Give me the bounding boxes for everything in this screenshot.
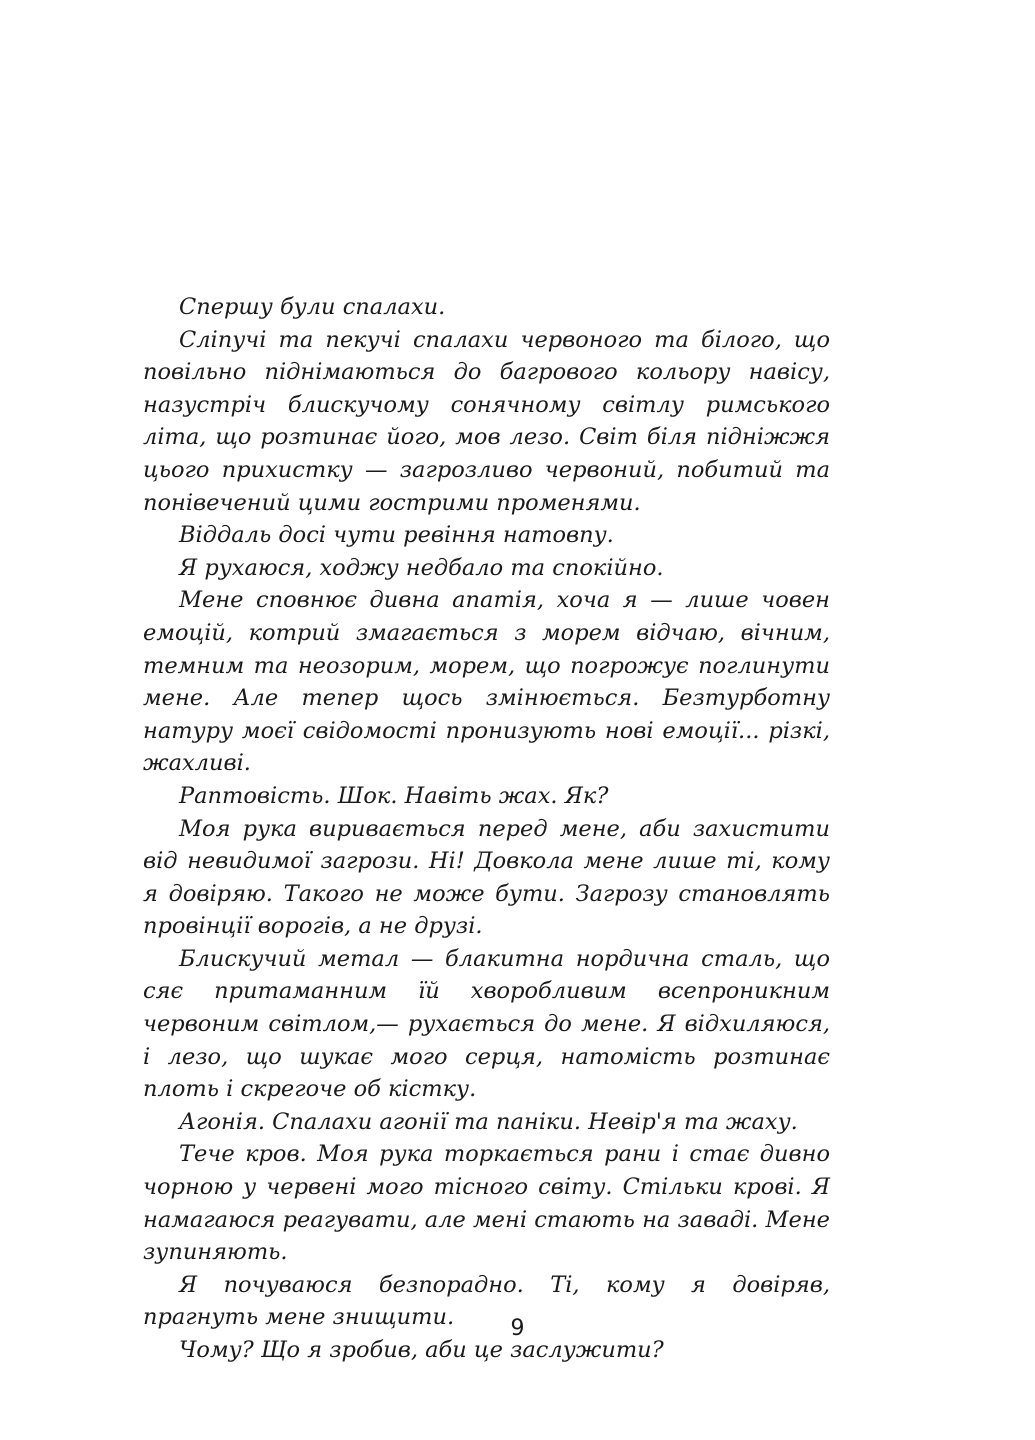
paragraph-8: Блискучий метал — блакитна нордична сталь, що сяє притаманним їй хворобливим всепроникним червоним світлом,— рухається до мене. Я відхиляюся, і лезо, що шукає мого серця, натомість розтинає плоть і скрегоче об кістку. [143, 945, 830, 1103]
paragraph-1: Спершу були спалахи. [179, 294, 446, 320]
paragraph-3: Віддаль досі чути ревіння натовпу. [179, 522, 614, 549]
paragraph-7: Моя рука виривається перед мене, аби захистити від невидимої загрози. Ні! Довкола мене лише ті, кому я довіряю. Такого не може бути. Загрозу становлять провінції ворогів, а не друзі. [143, 815, 830, 940]
paragraph-6: Раптовість. Шок. Навіть жах. Як? [179, 782, 609, 809]
paragraph-4: Я рухаюся, ходжу недбало та спокійно. [179, 554, 664, 581]
paragraph-12: Чому? Що я зробив, аби це заслужити? [179, 1337, 664, 1363]
page-number: 9 [510, 1316, 525, 1341]
paragraph-5: Мене сповнює дивна апатія, хоча я — лише човен емоцій, котрий змагається з морем відчаю, вічним, темним та неозорим, морем, що погрожує поглинути мене. Але тепер щось змінюється. Безтурботну натуру моєї свідомості пронизують нові емоції... різкі, жахливі. [143, 587, 830, 777]
paragraph-9: Агонія. Спалахи агонії та паніки. Невір'я та жаху. [179, 1108, 798, 1135]
paragraph-10: Тече кров. Моя рука торкається рани і стає дивно чорною у червені мого тісного світу. Стільки крові. Я намагаюся реагувати, але мені стають на заваді. Мене зупиняють. [143, 1141, 830, 1266]
body-text [143, 291, 830, 1367]
paragraph-11: Я почуваюся безпорадно. Ті, кому я довіряв, прагнуть мене знищити. [143, 1271, 830, 1331]
paragraph-2: Сліпучі та пекучі спалахи червоного та білого, що повільно піднімаються до багрового кольору навісу, назустріч блискучому сонячному світлу римського літа, що розтинає його, мов лезо. Світ біля підніжжя цього прихистку — загрозливо червоний, побитий та понівечений цими гострими променями. [143, 326, 830, 516]
